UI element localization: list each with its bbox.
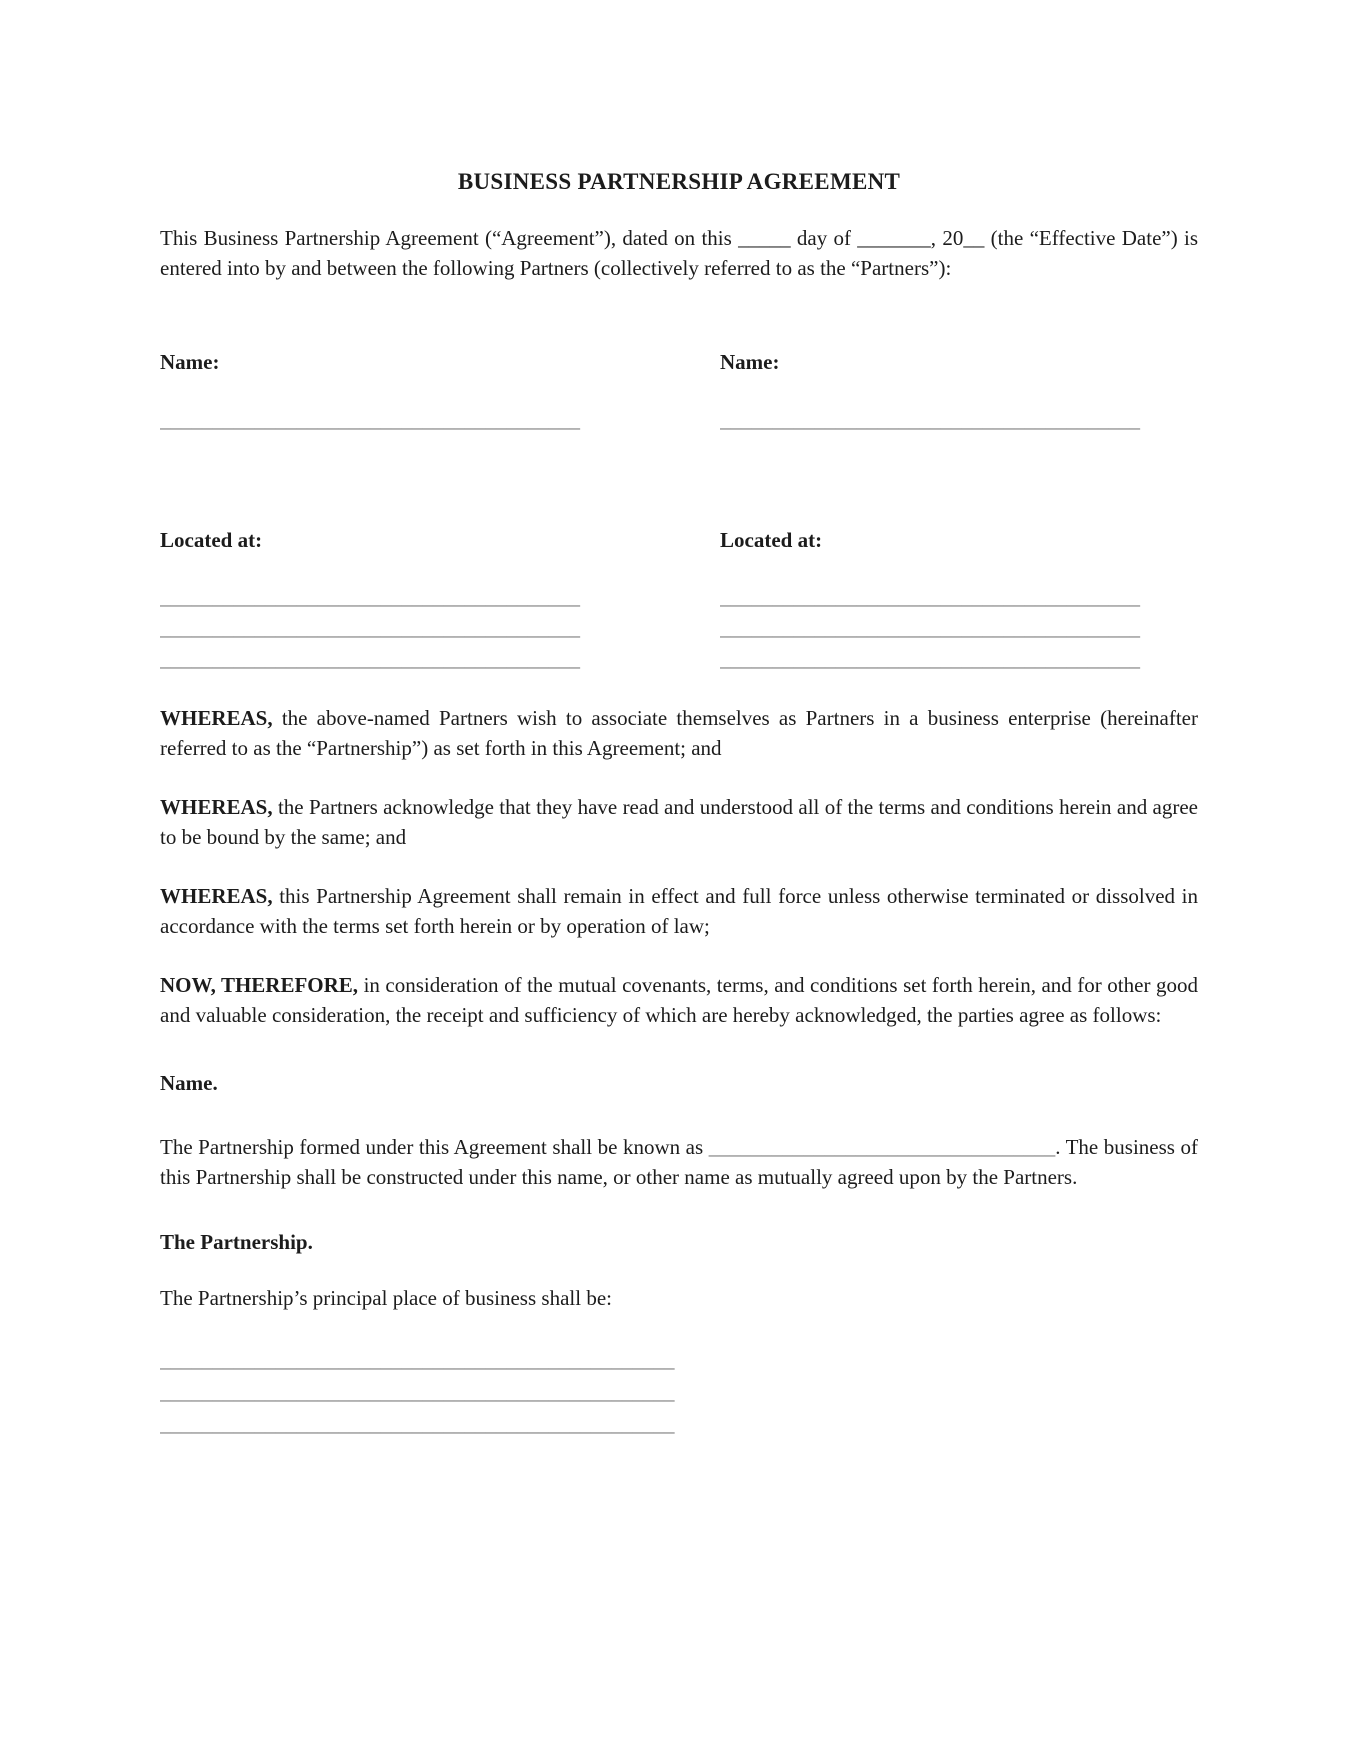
principal-place-blank-field[interactable]: _________________________________________________ bbox=[160, 1411, 675, 1436]
partnership-name-blank-field[interactable]: _________________________________ bbox=[708, 1135, 1056, 1159]
whereas-text: the above-named Partners wish to associate themselves as Partners in a business enterprise (hereinafter referred to as the “Partnership”) as set forth in this Agreement; and bbox=[160, 706, 1198, 760]
whereas-lead: WHEREAS, bbox=[160, 884, 273, 908]
partner2-name-blank-field[interactable]: ________________________________________ bbox=[720, 408, 1140, 432]
partners-section bbox=[160, 347, 1198, 674]
now-therefore-text: in consideration of the mutual covenants, terms, and conditions set forth herein, and for other good and valuable consideration, the receipt and sufficiency of which are hereby acknowledged, the parties agree as follows: bbox=[160, 973, 1198, 1027]
intro-paragraph: This Business Partnership Agreement (“Agreement”), dated on this _____ day of _______, 20__ (the “Effective Date”) is entered into by and between the following Partners (collectively referred to as the “Partners”): bbox=[160, 226, 1198, 280]
partner1-located-label: Located at: bbox=[160, 528, 263, 552]
now-therefore-lead: NOW, THEREFORE, bbox=[160, 973, 359, 997]
partner1-address-blank-field[interactable]: ________________________________________ bbox=[160, 647, 580, 671]
whereas-clause bbox=[160, 882, 1198, 941]
partner2-address-blank-field[interactable]: ________________________________________ bbox=[720, 647, 1140, 671]
partner2-name-label: Name: bbox=[720, 350, 780, 374]
principal-place-blank-field[interactable]: _________________________________________________ bbox=[160, 1379, 675, 1404]
whereas-text: the Partners acknowledge that they have read and understood all of the terms and conditions herein and agree to be bound by the same; and bbox=[160, 795, 1198, 849]
whereas-text: this Partnership Agreement shall remain in effect and full force unless otherwise terminated or dissolved in accordance with the terms set forth herein or by operation of law; bbox=[160, 884, 1198, 938]
name-section-paragraph bbox=[160, 1133, 1198, 1192]
name-section-heading: Name. bbox=[160, 1071, 218, 1095]
partner2-located-label: Located at: bbox=[720, 528, 823, 552]
principal-place-blanks bbox=[160, 1345, 1198, 1439]
name-section-text-pre: The Partnership formed under this Agreement shall be known as bbox=[160, 1135, 709, 1159]
partner1-address-blank-field[interactable]: ________________________________________ bbox=[160, 616, 580, 640]
partner1-name-blank-field[interactable]: ________________________________________ bbox=[160, 408, 580, 432]
whereas-lead: WHEREAS, bbox=[160, 706, 273, 730]
partner-column-2 bbox=[720, 347, 1198, 674]
partner2-address-blank-field[interactable]: ________________________________________ bbox=[720, 585, 1140, 609]
partner-column-1 bbox=[160, 347, 720, 674]
document-title: BUSINESS PARTNERSHIP AGREEMENT bbox=[457, 169, 901, 194]
principal-place-sentence: The Partnership’s principal place of business shall be: bbox=[160, 1286, 612, 1310]
name-section-text-post: . The business of this Partnership shall be constructed under this name, or other name as mutually agreed upon by the Partners. bbox=[160, 1135, 1198, 1189]
whereas-lead: WHEREAS, bbox=[160, 795, 273, 819]
principal-place-blank-field[interactable]: _________________________________________________ bbox=[160, 1347, 675, 1372]
partner2-address-blank-field[interactable]: ________________________________________ bbox=[720, 616, 1140, 640]
partnership-section-heading: The Partnership. bbox=[160, 1230, 313, 1254]
now-therefore-paragraph bbox=[160, 971, 1198, 1030]
whereas-clause bbox=[160, 704, 1198, 763]
partner1-address-blank-field[interactable]: ________________________________________ bbox=[160, 585, 580, 609]
partner1-name-label: Name: bbox=[160, 350, 220, 374]
whereas-clause bbox=[160, 793, 1198, 852]
